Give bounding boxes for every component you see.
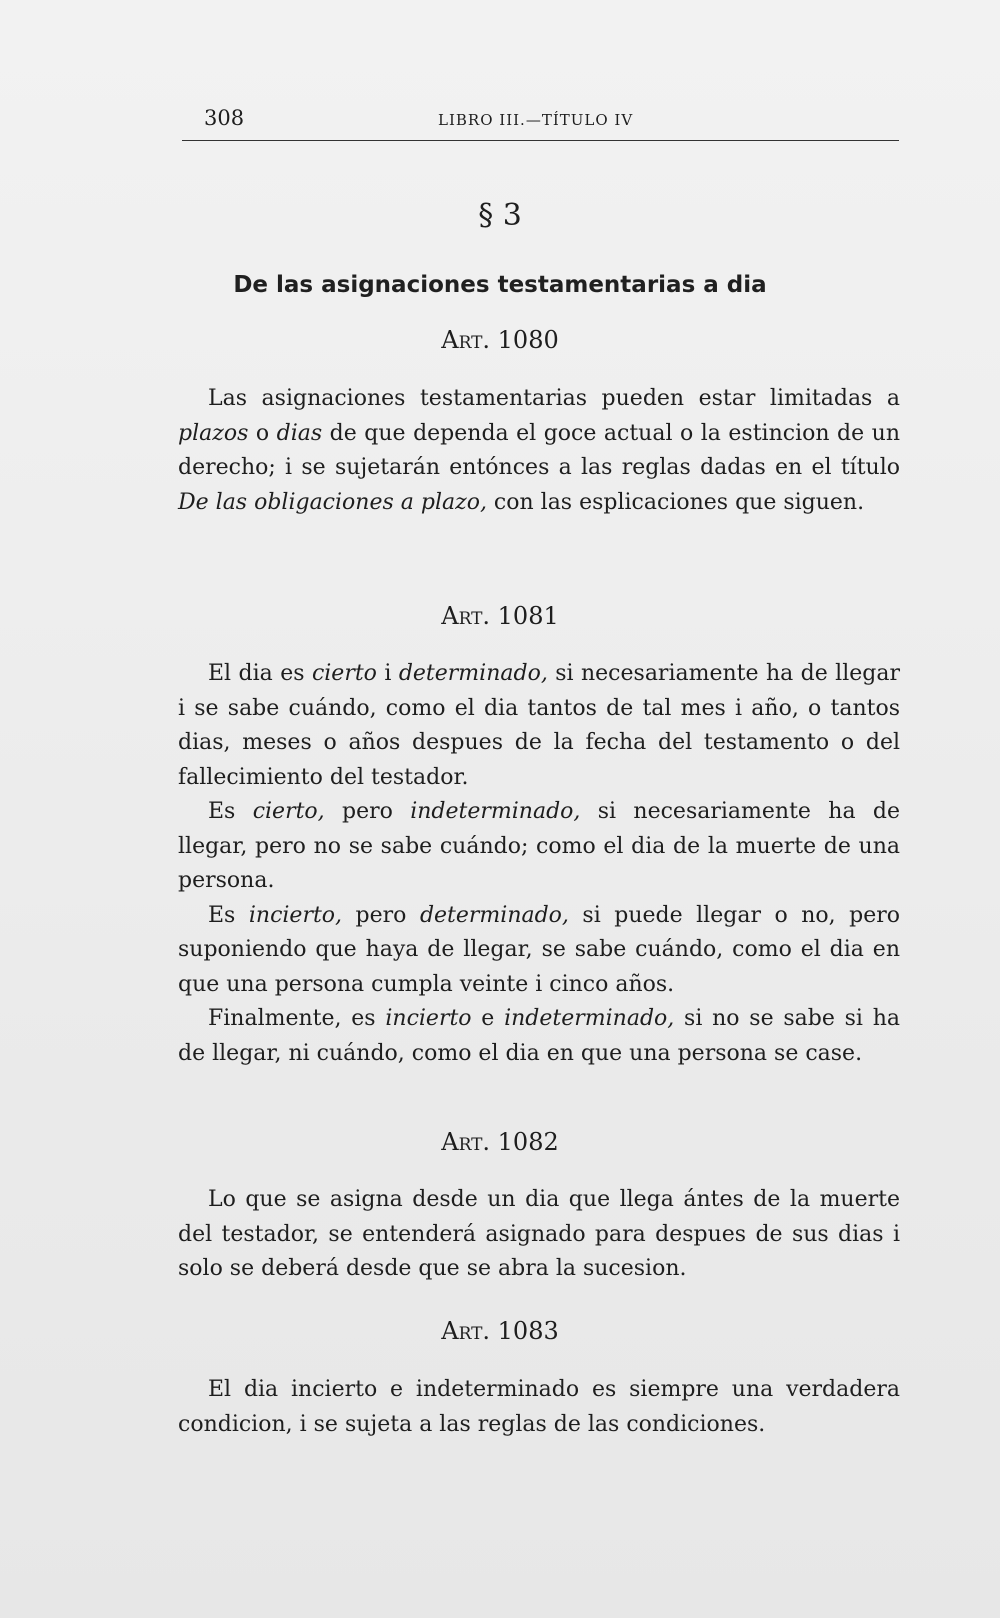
italic-term: indeterminado, (410, 799, 581, 824)
article-heading-1080: Art. 1080 (441, 326, 559, 354)
italic-term: determinado, (419, 902, 569, 928)
text-run: Es (208, 799, 253, 824)
italic-term: indeterminado, (504, 1006, 675, 1031)
italic-term: determinado, (398, 661, 548, 686)
section-title: De las asignaciones testamentarias a dia (233, 272, 767, 298)
page-number: 308 (204, 106, 245, 130)
text-run: e (471, 1006, 505, 1031)
italic-term: dias (276, 420, 323, 446)
text-run: o (248, 420, 277, 446)
article-paragraph (178, 1183, 900, 1287)
text-run: pero (342, 902, 420, 928)
text-run: El dia incierto e indeterminado es siempre una verdadera condicion, i se sujeta a las reglas de las condiciones. (178, 1377, 900, 1437)
article-text-1080 (178, 382, 900, 520)
article-paragraph (178, 657, 900, 795)
article-heading-1082: Art. 1082 (441, 1128, 559, 1156)
text-run: si necesariamente ha de llegar, pero no se sabe cuándo; como el dia de la muerte de una persona. (178, 799, 900, 893)
article-heading-1081: Art. 1081 (441, 602, 559, 630)
italic-term: De las obligaciones a plazo, (178, 489, 487, 515)
text-run: si puede llegar o no, pero suponiendo que haya de llegar, se sabe cuándo, como el dia en que una persona cumpla veinte i cinco años. (178, 902, 900, 997)
italic-term: cierto, (252, 799, 325, 824)
running-head: LIBRO III.—TÍTULO IV (438, 111, 634, 129)
text-run: Es (208, 902, 249, 928)
text-run: pero (324, 799, 411, 824)
article-paragraph (178, 382, 900, 520)
text-run: si necesariamente ha de llegar i se sabe cuándo, como el dia tantos de tal mes i año, o tantos dias, meses o años despues de la fecha del testamento o del fallecimiento del testador. (178, 661, 900, 790)
article-text-1083 (178, 1373, 900, 1442)
italic-term: plazos (178, 420, 249, 446)
article-paragraph (178, 1002, 900, 1071)
article-text-1082 (178, 1183, 900, 1287)
text-run: de que dependa el goce actual o la estincion de un derecho; i se sujetarán entónces a las reglas dadas en el título (178, 420, 900, 480)
section-mark: § 3 (478, 198, 522, 233)
text-run: Finalmente, es (208, 1006, 386, 1031)
text-run: con las esplicaciones que siguen. (486, 489, 865, 515)
article-text-1081 (178, 657, 900, 1071)
text-run: si no se sabe si ha de llegar, ni cuándo, como el dia en que una persona se case. (178, 1006, 900, 1066)
article-paragraph (178, 1373, 900, 1442)
italic-term: incierto, (248, 902, 343, 928)
italic-term: incierto (385, 1006, 472, 1031)
article-paragraph (178, 795, 900, 899)
page-header (182, 104, 899, 141)
article-heading-1083: Art. 1083 (441, 1317, 559, 1345)
text-run: El dia es (208, 661, 312, 686)
text-run: i (376, 661, 399, 686)
text-run: Las asignaciones testamentarias pueden estar limitadas a (208, 386, 900, 411)
text-run: Lo que se asigna desde un dia que llega ántes de la muerte del testador, se entenderá asignado para despues de sus dias i solo se deberá desde que se abra la sucesion. (178, 1187, 900, 1281)
article-paragraph (178, 899, 900, 1003)
italic-term: cierto (311, 661, 377, 686)
